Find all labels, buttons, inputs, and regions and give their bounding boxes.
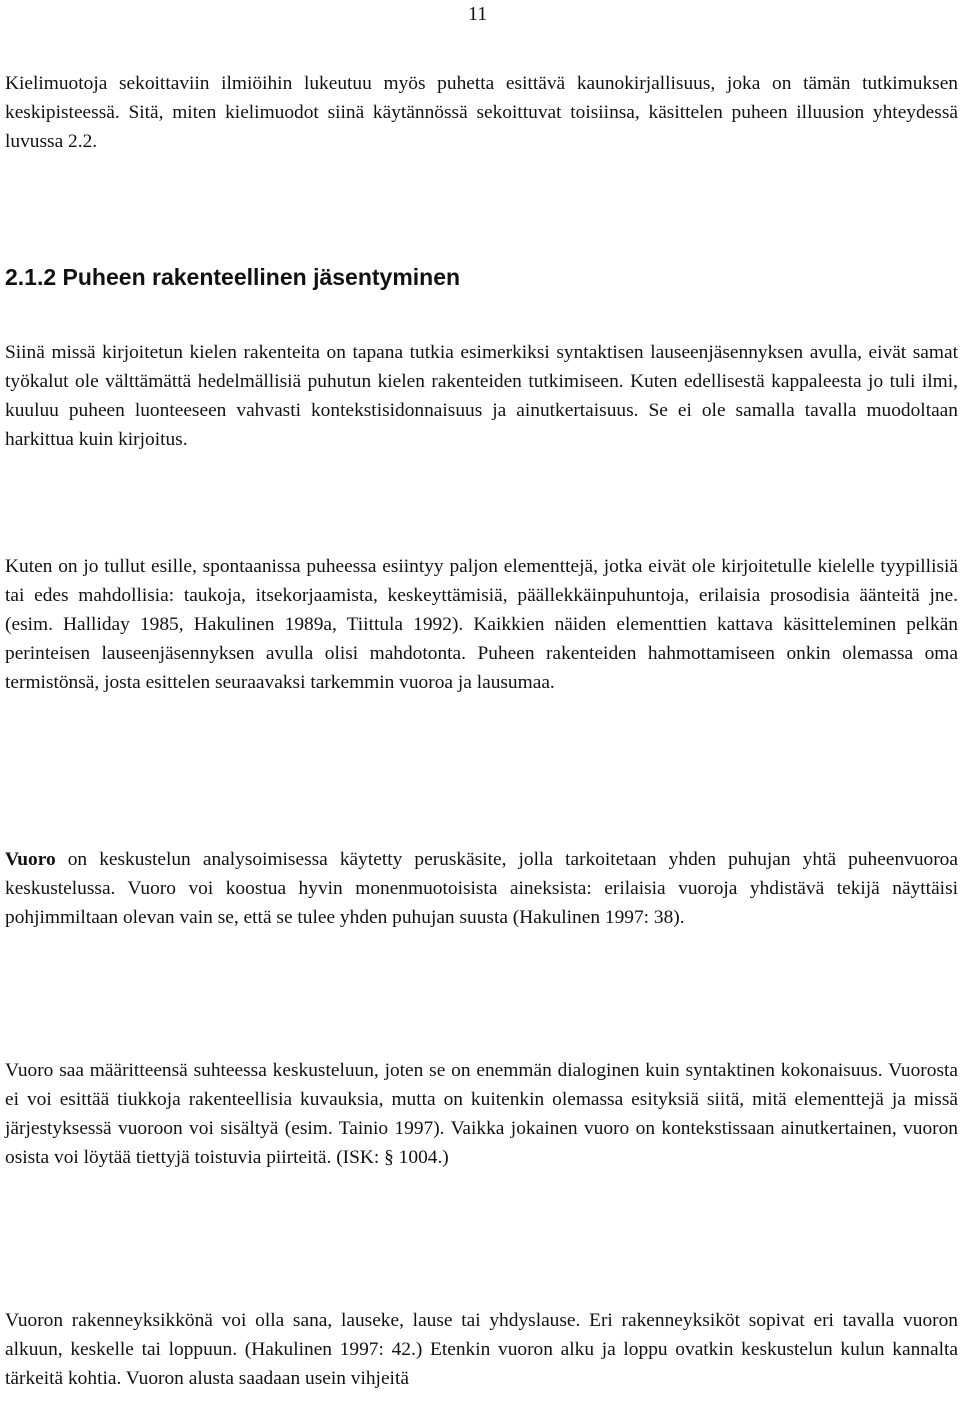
paragraph-spoken-elements: Kuten on jo tullut esille, spontaanissa puheessa esiintyy paljon elementtejä, jotka eivät ole kirjoitetulle kielelle tyypillisiä tai edes mahdollisia: taukoja, itsekorjaamista, keskeyttämisiä, päällekkäinpuhuntoja, erilaisia prosodisia äänteitä jne. (esim. Halliday 1985, Hakulinen 1989a, Tiittula 1992). Kaikkien näiden elementtien kattava käsitteleminen pelkän perinteisen lauseenjäsennyksen avulla olisi mahdotonta. Puheen rakenteiden hahmottamiseen onkin olemassa oma termistönsä, josta esittelen seuraavaksi tarkemmin vuoroa ja lausumaa. [5,556,958,693]
paragraph-vuoro-dialogic: Vuoro saa määritteensä suhteessa keskusteluun, joten se on enemmän dialoginen kuin syntaktinen kokonaisuus. Vuorosta ei voi esittää tiukkoja rakenteellisia kuvauksia, mutta on kuitenkin olemassa esityksiä siitä, mitä elementtejä ja missä järjestyksessä vuoroon voi sisältyä (esim. Tainio 1997). Vaikka jokainen vuoro on kontekstissaan ainutkertainen, vuoron osista voi löytää tiettyjä toistuvia piirteitä. (ISK: § 1004.) [5,1060,958,1168]
paragraph-intro: Kielimuotoja sekoittaviin ilmiöihin lukeutuu myös puhetta esittävä kaunokirjallisuus, joka on tämän tutkimuksen keskipisteessä. Sitä, miten kielimuodot siinä käytännössä sekoittuvat toisiinsa, käsittelen puheen illuusion yhteydessä luvussa 2.2. [5,73,958,152]
paragraph-structure: Siinä missä kirjoitetun kielen rakenteita on tapana tutkia esimerkiksi syntaktisen lauseenjäsennyksen avulla, eivät samat työkalut ole välttämättä hedelmällisiä puhutun kielen rakenteiden tutkimiseen. Kuten edellisestä kappaleesta jo tuli ilmi, kuuluu puheen luonteeseen vahvasti kontekstisidonnaisuus ja ainutkertaisuus. Se ei ole samalla tavalla muodoltaan harkittua kuin kirjoitus. [5,342,958,450]
page-number: 11 [468,3,488,25]
paragraph-vuoro-definition [5,845,958,932]
term-vuoro: Vuoro [5,849,56,870]
section-heading: 2.1.2 Puheen rakenteellinen jäsentyminen [5,264,461,290]
paragraph-vuoro-units: Vuoron rakenneyksikkönä voi olla sana, lauseke, lause tai yhdyslause. Eri rakenneyksiköt sopivat eri tavalla vuoron alkuun, keskelle tai loppuun. (Hakulinen 1997: 42.) Etenkin vuoron alku ja loppu ovatkin keskustelun kulun kannalta tärkeitä kohtia. Vuoron alusta saadaan usein vihjeitä [5,1310,958,1389]
paragraph-vuoro-text: on keskustelun analysoimisessa käytetty peruskäsite, jolla tarkoitetaan yhden puhujan yhtä puheenvuoroa keskustelussa. Vuoro voi koostua hyvin monenmuotoisista aineksista: erilaisia vuoroja yhdistävä tekijä näyttäisi pohjimmiltaan olevan vain se, että se tulee yhden puhujan suusta (Hakulinen 1997: 38). [5,849,958,928]
